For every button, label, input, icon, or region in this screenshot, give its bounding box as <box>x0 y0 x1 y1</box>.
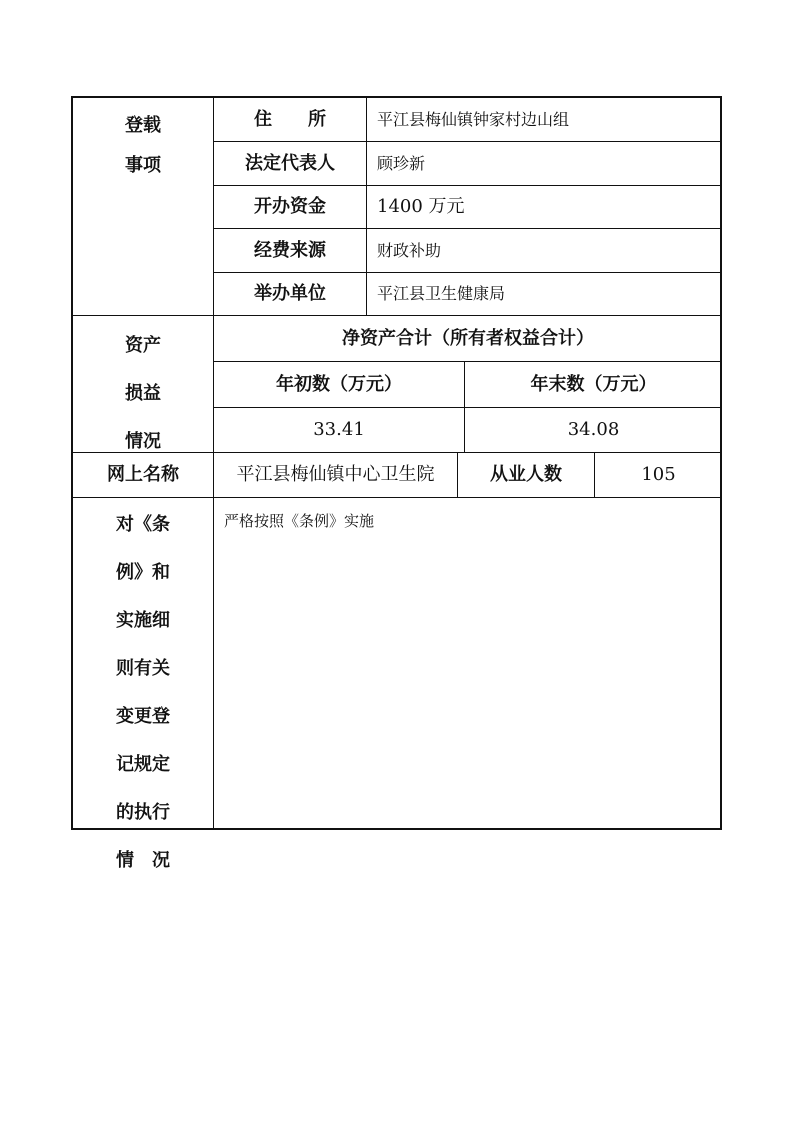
compliance-label-line: 记规定 <box>116 754 170 775</box>
registration-label-line: 登载 <box>125 115 161 136</box>
fund-source-value: 财政补助 <box>377 240 442 260</box>
compliance-value: 严格按照《条例》实施 <box>224 511 375 530</box>
compliance-section-label <box>73 510 213 872</box>
address-label: 住 所 <box>254 108 326 130</box>
net-assets-header: 净资产合计（所有者权益合计） <box>342 327 594 349</box>
assets-label-line: 损益 <box>125 383 161 404</box>
registration-label-line: 事项 <box>125 155 161 176</box>
begin-year-label: 年初数（万元） <box>276 373 402 395</box>
compliance-label-line: 则有关 <box>116 658 170 679</box>
assets-section-label <box>73 331 213 453</box>
compliance-label-line: 变更登 <box>116 706 170 727</box>
compliance-label-line: 的执行 <box>116 802 170 823</box>
address-value: 平江县梅仙镇钟家村边山组 <box>377 109 570 129</box>
staff-count-value: 105 <box>641 464 676 485</box>
online-name-value: 平江县梅仙镇中心卫生院 <box>236 464 435 485</box>
funding-value: 1400 万元 <box>377 196 465 217</box>
online-name-label: 网上名称 <box>107 464 179 485</box>
staff-count-label: 从业人数 <box>490 464 562 485</box>
compliance-label-line: 例》和 <box>116 562 170 583</box>
registration-section-label <box>73 111 213 177</box>
divider <box>73 497 722 498</box>
begin-year-value: 33.41 <box>313 419 365 440</box>
legal-representative-value: 顾珍新 <box>377 153 426 173</box>
end-year-value: 34.08 <box>567 419 620 440</box>
funding-label: 开办资金 <box>254 196 326 217</box>
assets-label-line: 情况 <box>125 431 161 452</box>
compliance-label-line: 对《条 <box>116 514 170 535</box>
sponsor-value: 平江县卫生健康局 <box>377 284 506 303</box>
sponsor-label: 举办单位 <box>254 283 326 304</box>
legal-representative-label: 法定代表人 <box>245 152 335 174</box>
compliance-label-line: 情 况 <box>116 850 170 871</box>
compliance-label-line: 实施细 <box>116 610 170 631</box>
fund-source-label: 经费来源 <box>254 239 326 261</box>
assets-label-line: 资产 <box>125 335 161 356</box>
end-year-label: 年末数（万元） <box>530 373 657 395</box>
registration-table <box>71 96 722 871</box>
